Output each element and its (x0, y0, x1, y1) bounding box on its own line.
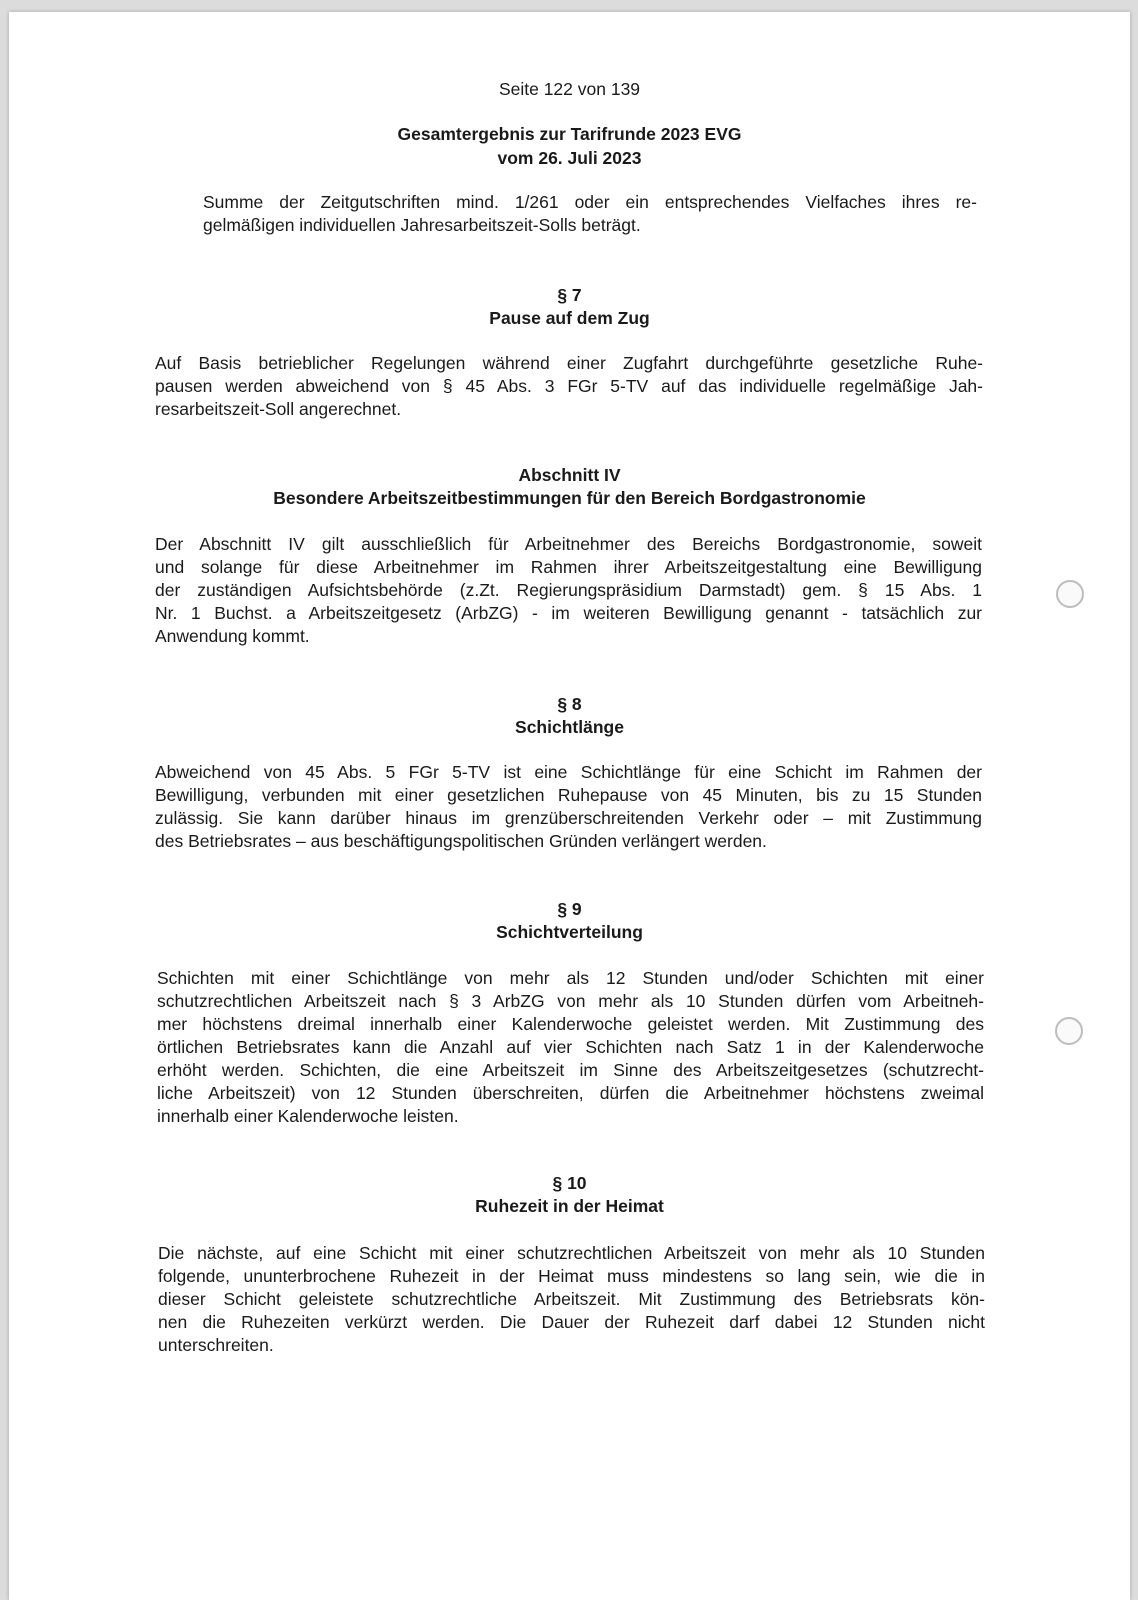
section-10-number: § 10 (552, 1173, 587, 1193)
text-line: Nr. 1 Buchst. a Arbeitszeitgesetz (ArbZG) - im weiteren Bewilligung genannt - tatsächlich zur (155, 603, 982, 623)
chapter-iv-number: Abschnitt IV (518, 465, 621, 485)
text-line: resarbeitszeit-Soll angerechnet. (155, 399, 402, 419)
text-line: Bewilligung, verbunden mit einer gesetzlichen Ruhepause von 45 Minuten, bis zu 15 Stunden (155, 785, 982, 805)
section-9-number: § 9 (557, 899, 582, 919)
text-line: Abweichend von 45 Abs. 5 FGr 5-TV ist eine Schichtlänge für eine Schicht im Rahmen der (155, 762, 982, 782)
chapter-iv-paragraph (155, 533, 982, 648)
text-line: und solange für diese Arbeitnehmer im Rahmen ihrer Arbeitszeitgestaltung eine Bewilligung (155, 557, 982, 577)
text-line: dieser Schicht geleistete schutzrechtliche Arbeitszeit. Mit Zustimmung des Betriebsrats kön- (158, 1289, 985, 1309)
section-9-paragraph (157, 967, 984, 1128)
text-line: nen die Ruhezeiten verkürzt werden. Die Dauer der Ruhezeit darf dabei 12 Stunden nicht (158, 1312, 985, 1332)
text-line: innerhalb einer Kalenderwoche leisten. (157, 1106, 459, 1126)
section-8-number: § 8 (557, 694, 582, 714)
section-10-title: Ruhezeit in der Heimat (475, 1196, 664, 1216)
text-line: schutzrechtlichen Arbeitszeit nach § 3 ArbZG von mehr als 10 Stunden dürfen vom Arbeitneh- (157, 991, 984, 1011)
document-date: vom 26. Juli 2023 (497, 148, 642, 168)
text-line: liche Arbeitszeit) von 12 Stunden überschreiten, dürfen die Arbeitnehmer höchstens zweimal (157, 1083, 984, 1103)
punch-hole-bottom (1055, 1017, 1083, 1045)
section-8-paragraph (155, 761, 982, 853)
section-10-paragraph (158, 1242, 985, 1357)
text-line: zulässig. Sie kann darüber hinaus im grenzüberschreitenden Verkehr oder – mit Zustimmung (155, 808, 982, 828)
text-line: Auf Basis betrieblicher Regelungen während einer Zugfahrt durchgeführte gesetzliche Ruhe- (155, 353, 983, 373)
section-9-title: Schichtverteilung (496, 922, 643, 942)
text-line: gelmäßigen individuellen Jahresarbeitszeit-Solls beträgt. (203, 215, 641, 235)
text-line: der zuständigen Aufsichtsbehörde (z.Zt. Regierungspräsidium Darmstadt) gem. § 15 Abs. 1 (155, 580, 982, 600)
section-7-number: § 7 (557, 285, 582, 305)
intro-paragraph (203, 191, 977, 237)
text-line: unterschreiten. (158, 1335, 274, 1355)
text-line: des Betriebsrates – aus beschäftigungspolitischen Gründen verlängert werden. (155, 831, 767, 851)
text-line: mer höchstens dreimal innerhalb einer Kalenderwoche geleistet werden. Mit Zustimmung des (157, 1014, 984, 1034)
text-line: Summe der Zeitgutschriften mind. 1/261 oder ein entsprechendes Vielfaches ihres re- (203, 192, 977, 212)
page-number: Seite 122 von 139 (498, 79, 641, 99)
text-line: pausen werden abweichend von § 45 Abs. 3 FGr 5-TV auf das individuelle regelmäßige Jah- (155, 376, 983, 396)
text-line: örtlichen Betriebsrates kann die Anzahl auf vier Schichten nach Satz 1 in der Kalenderwoche (157, 1037, 984, 1057)
punch-hole-top (1056, 580, 1084, 608)
text-line: Der Abschnitt IV gilt ausschließlich für Arbeitnehmer des Bereichs Bordgastronomie, soweit (155, 534, 982, 554)
text-line: Anwendung kommt. (155, 626, 310, 646)
chapter-iv-title: Besondere Arbeitszeitbestimmungen für den Bereich Bordgastronomie (273, 488, 866, 508)
section-8-title: Schichtlänge (515, 717, 624, 737)
text-line: folgende, ununterbrochene Ruhezeit in der Heimat muss mindestens so lang sein, wie die in (158, 1266, 985, 1286)
text-line: Die nächste, auf eine Schicht mit einer schutzrechtlichen Arbeitszeit von mehr als 10 Stunden (158, 1243, 985, 1263)
section-7-title: Pause auf dem Zug (489, 308, 650, 328)
section-7-paragraph (155, 352, 983, 421)
document-title: Gesamtergebnis zur Tarifrunde 2023 EVG (397, 124, 742, 144)
text-line: Schichten mit einer Schichtlänge von mehr als 12 Stunden und/oder Schichten mit einer (157, 968, 984, 988)
document-page (9, 12, 1130, 1600)
text-line: erhöht werden. Schichten, die eine Arbeitszeit im Sinne des Arbeitszeitgesetzes (schutzrecht- (157, 1060, 984, 1080)
